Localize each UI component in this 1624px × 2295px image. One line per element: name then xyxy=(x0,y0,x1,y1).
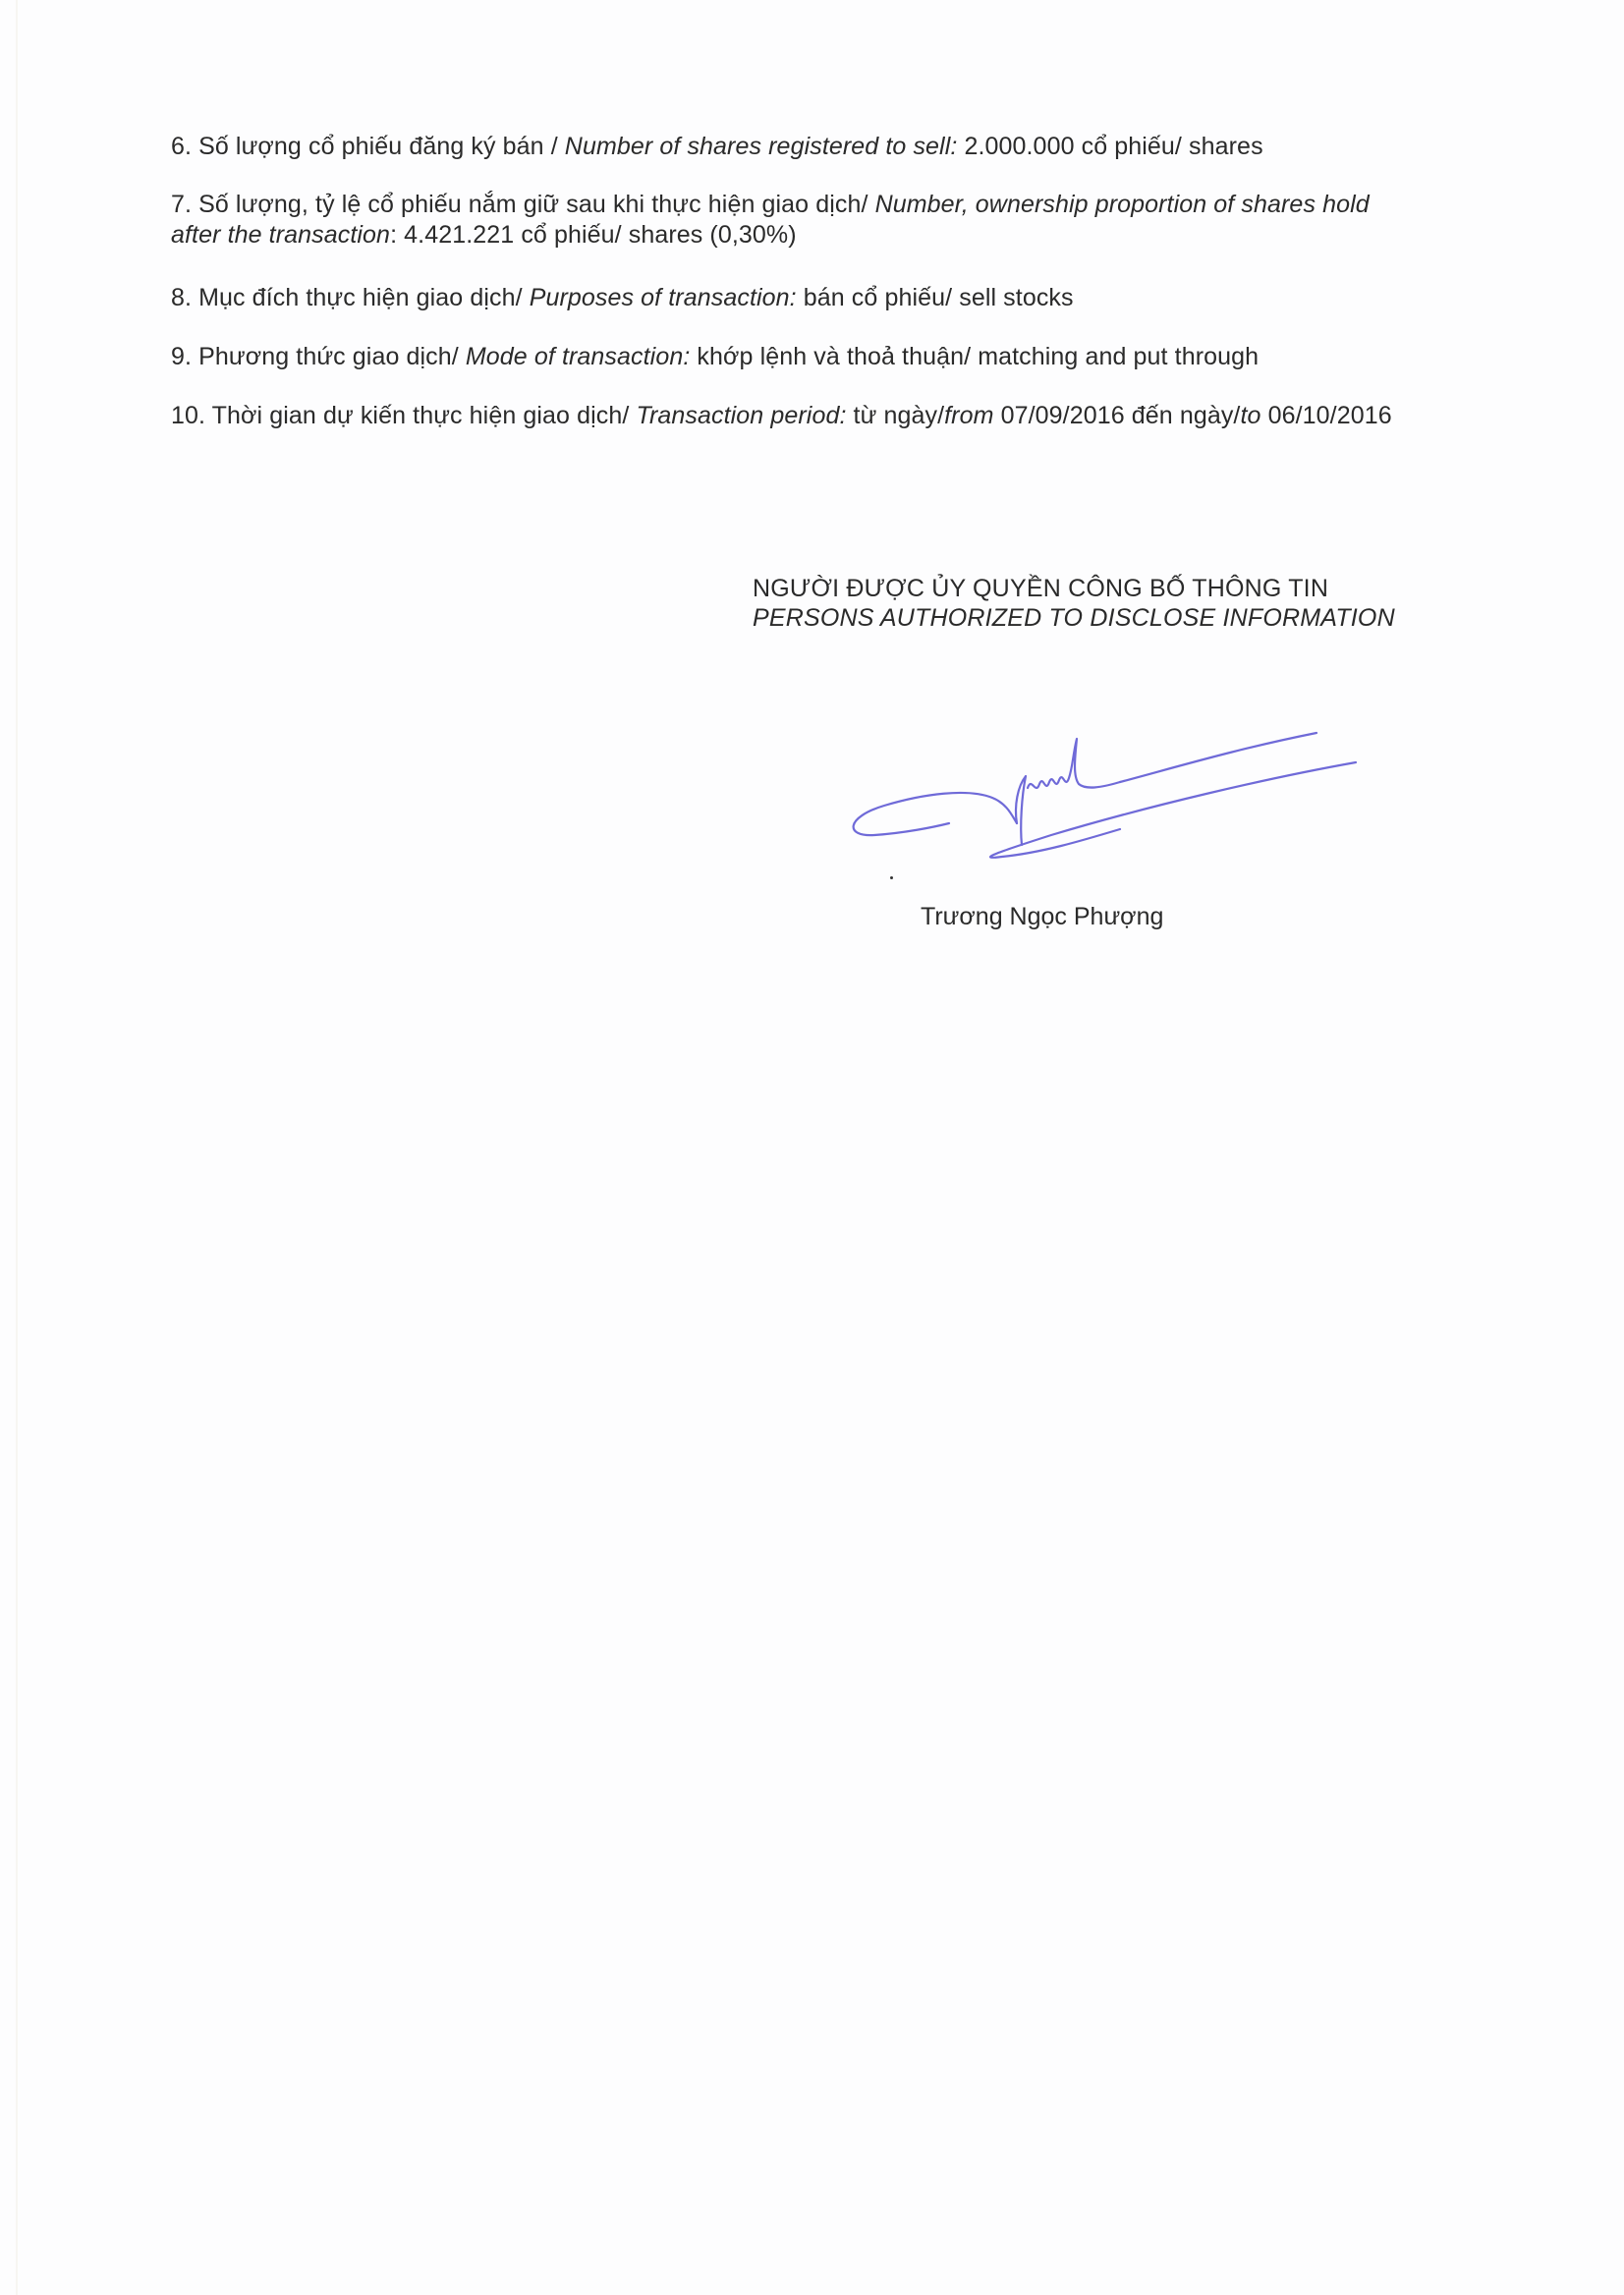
item-label-en-line2: after the transaction xyxy=(171,221,391,249)
item-label-en-line1: Number, ownership proportion of shares hold xyxy=(874,191,1370,218)
item-label-vi: Mục đích thực hiện giao dịch/ xyxy=(198,284,530,311)
signature-block xyxy=(753,574,1499,633)
item-value: khớp lệnh và thoả thuận/ matching and put through xyxy=(690,343,1260,370)
item-9-mode xyxy=(171,342,1259,372)
date-from: 07/09/2016 đến ngày/ xyxy=(993,402,1241,429)
item-number: 7. xyxy=(171,191,193,218)
date-to: 06/10/2016 xyxy=(1260,402,1392,429)
item-label-vi: Thời gian dự kiến thực hiện giao dịch/ xyxy=(211,402,637,429)
item-label-vi: Phương thức giao dịch/ xyxy=(198,343,466,370)
item-value: 2.000.000 cổ phiếu/ shares xyxy=(957,133,1263,160)
item-7-ownership-after xyxy=(171,190,1370,251)
item-label-en: Transaction period: xyxy=(636,402,847,429)
item-number: 9. xyxy=(171,343,193,370)
from-label-vi: từ ngày/ xyxy=(846,402,945,429)
item-10-period xyxy=(171,401,1392,431)
handwritten-signature xyxy=(825,707,1395,884)
item-value: : 4.421.221 cổ phiếu/ shares (0,30%) xyxy=(390,221,797,249)
signatory-title-en: PERSONS AUTHORIZED TO DISCLOSE INFORMATION xyxy=(753,604,1395,632)
item-8-purpose xyxy=(171,283,1074,313)
item-6-shares-registered xyxy=(171,132,1263,162)
item-number: 6. xyxy=(171,133,193,160)
item-label-vi: Số lượng cổ phiếu đăng ký bán / xyxy=(198,133,565,160)
ink-dot xyxy=(890,876,893,879)
item-number: 10. xyxy=(171,402,206,429)
item-value: bán cổ phiếu/ sell stocks xyxy=(796,284,1074,311)
to-label-en: to xyxy=(1240,402,1261,429)
item-number: 8. xyxy=(171,284,193,311)
signer-name: Trương Ngọc Phượng xyxy=(921,903,1164,930)
from-label-en: from xyxy=(944,402,994,429)
item-label-en: Mode of transaction: xyxy=(465,343,691,370)
item-label-vi: Số lượng, tỷ lệ cổ phiếu nắm giữ sau khi thực hiện giao dịch/ xyxy=(198,191,875,218)
item-label-en: Purposes of transaction: xyxy=(529,284,797,311)
signatory-title-vi: NGƯỜI ĐƯỢC ỦY QUYỀN CÔNG BỐ THÔNG TIN xyxy=(753,575,1329,602)
scan-edge-artifact xyxy=(16,0,18,2295)
item-label-en: Number of shares registered to sell: xyxy=(564,133,958,160)
